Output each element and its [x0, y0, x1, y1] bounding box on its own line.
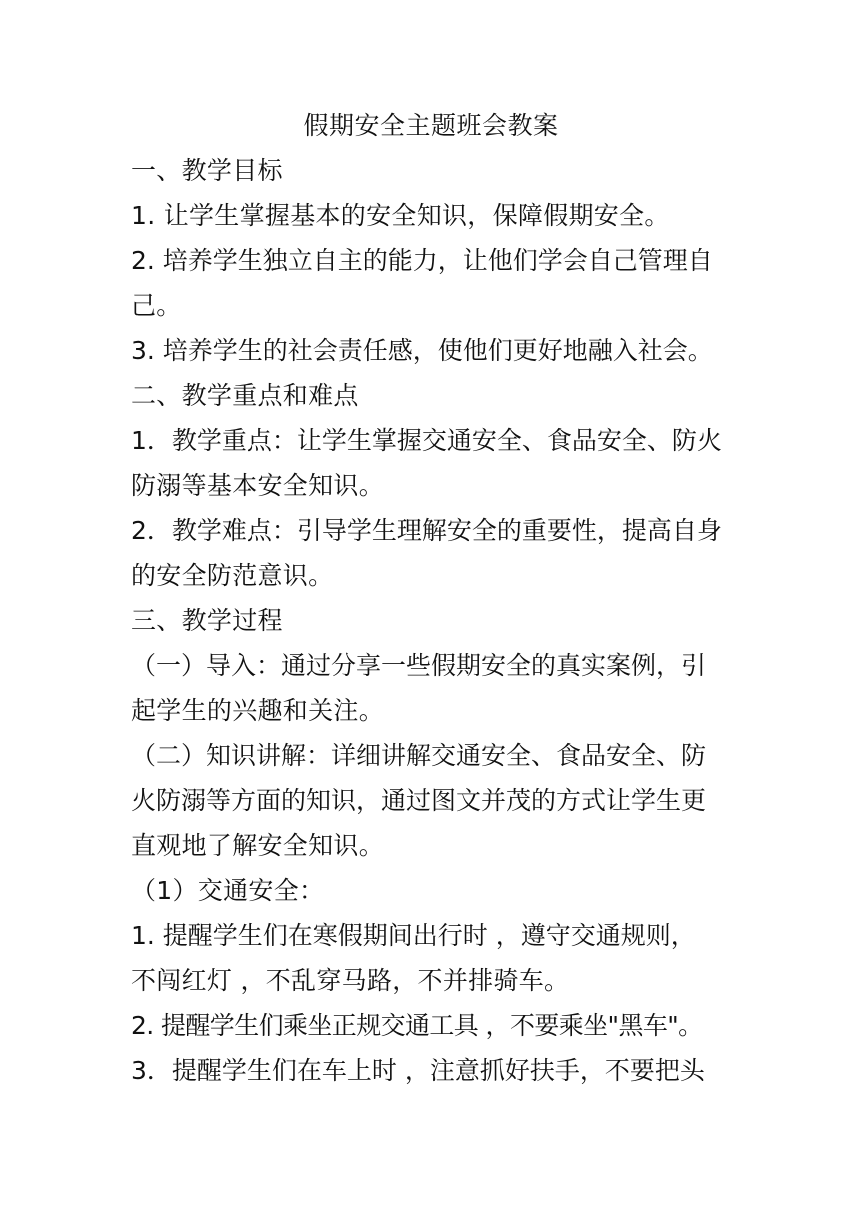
- document-title: 假期安全主题班会教案: [303, 111, 559, 140]
- paragraph-line: 2. 培养学生独立自主的能力，让他们学会自己管理自: [131, 246, 713, 275]
- paragraph-line: （二）知识讲解：详细讲解交通安全、食品安全、防: [131, 741, 707, 770]
- paragraph-line: 起学生的兴趣和关注。: [131, 696, 385, 725]
- paragraph-line: 3．提醒学生们在车上时 ，注意抓好扶手，不要把头: [131, 1056, 705, 1085]
- paragraph-line: 1. 提醒学生们在寒假期间出行时 ，遵守交通规则，: [131, 921, 696, 950]
- section-heading: 三、教学过程: [131, 606, 283, 635]
- section-heading: 一、教学目标: [131, 156, 283, 185]
- section-heading: 二、教学重点和难点: [131, 381, 359, 410]
- paragraph-line: 1．教学重点：让学生掌握交通安全、食品安全、防火: [131, 426, 722, 455]
- paragraph-line: 3. 培养学生的社会责任感，使他们更好地融入社会。: [131, 336, 713, 365]
- paragraph-line: 己。: [131, 291, 182, 320]
- paragraph-line: 防溺等基本安全知识。: [131, 471, 385, 500]
- paragraph-line: （一）导入：通过分享一些假期安全的真实案例，引: [131, 651, 707, 680]
- paragraph-line: 不闯红灯 ，不乱穿马路，不并排骑车。: [131, 966, 570, 995]
- paragraph-line: 1. 让学生掌握基本的安全知识，保障假期安全。: [131, 201, 670, 230]
- paragraph-line: 的安全防范意识。: [131, 561, 334, 590]
- paragraph-line: 2. 提醒学生们乘坐正规交通工具 ，不要乘坐"黑车"。: [131, 1011, 703, 1040]
- subsection-heading: （1）交通安全：: [131, 876, 325, 905]
- paragraph-line: 2．教学难点：引导学生理解安全的重要性，提高自身: [131, 516, 722, 545]
- paragraph-line: 直观地了解安全知识。: [131, 831, 385, 860]
- document-page: [131, 103, 731, 1093]
- paragraph-line: 火防溺等方面的知识，通过图文并茂的方式让学生更: [131, 786, 707, 815]
